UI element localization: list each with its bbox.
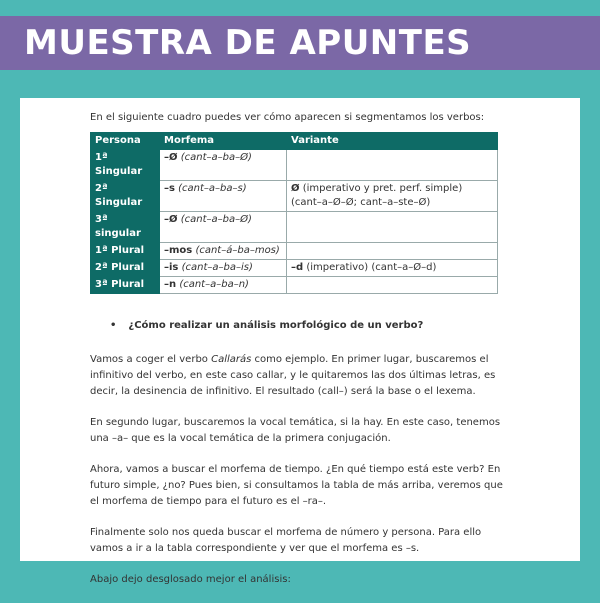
table-row [91, 181, 498, 212]
persona-cell: 3ª Plural [91, 277, 160, 294]
variante-cell [287, 212, 498, 243]
variante-cell: Ø (imperativo y pret. perf. simple) (cant–a–Ø–Ø; cant–a–ste–Ø) [287, 181, 498, 212]
morfema-cell: –mos (cant–á–ba–mos) [160, 243, 287, 260]
morfema-cell: –Ø (cant–a–ba–Ø) [160, 212, 287, 243]
paragraph-2: En segundo lugar, buscaremos la vocal temática, si la hay. En este caso, tenemos una –a– que es la vocal temática de la primera conjugación. [90, 417, 501, 444]
header-morfema: Morfema [160, 133, 287, 150]
variante-cell [287, 243, 498, 260]
table-row [91, 243, 498, 260]
header-variante: Variante [287, 133, 498, 150]
document-page [20, 98, 580, 585]
persona-cell: 1ª Plural [91, 243, 160, 260]
morfema-cell: –Ø (cant–a–ba–Ø) [160, 150, 287, 181]
example-verb: Callarás [211, 354, 252, 365]
persona-cell: 3ª singular [91, 212, 160, 243]
morfema-cell: –s (cant–a–ba–s) [160, 181, 287, 212]
paragraph-3: Ahora, vamos a buscar el morfema de tiempo. ¿En qué tiempo está este verb? En futuro simple, ¿no? Pues bien, si consultamos la tabla de más arriba, veremos que el morfema de tiempo para el futuro es el –ra–. [90, 464, 503, 507]
paragraph-4: Finalmente solo nos queda buscar el morfema de número y persona. Para ello vamos a ir a la tabla correspondiente y ver que el morfema es –s. [90, 527, 482, 554]
header-persona: Persona [91, 133, 160, 150]
persona-cell: 2ª Singular [91, 181, 160, 212]
morpheme-table [90, 132, 498, 294]
morfema-cell: –is (cant–a–ba–is) [160, 260, 287, 277]
variante-cell [287, 150, 498, 181]
variante-cell: –d (imperativo) (cant–a–Ø–d) [287, 260, 498, 277]
bullet-text: ¿Cómo realizar un análisis morfológico de un verbo? [128, 320, 424, 331]
paragraph-1: Vamos a coger el verbo Callarás como ejemplo. En primer lugar, buscaremos el infinitivo del verbo, en este caso callar, y le quitaremos las dos últimas letras, es decir, la desinencia de infinitivo. El resultado (call–) será la base o el lexema. [90, 354, 496, 397]
table-header-row [91, 133, 498, 150]
bullet-dot-icon: • [110, 320, 117, 331]
banner-title: MUESTRA DE APUNTES [24, 23, 472, 63]
paragraph-5: Abajo dejo desglosado mejor el análisis: [90, 574, 291, 585]
banner [0, 16, 600, 70]
variante-cell [287, 277, 498, 294]
bullet-item [110, 318, 510, 334]
table-row [91, 212, 498, 243]
table-row [91, 260, 498, 277]
intro-text: En el siguiente cuadro puedes ver cómo aparecen si segmentamos los verbos: [90, 112, 485, 123]
table-row [91, 277, 498, 294]
morfema-cell: –n (cant–a–ba–n) [160, 277, 287, 294]
document-content [90, 110, 510, 603]
persona-cell: 2ª Plural [91, 260, 160, 277]
persona-cell: 1ª Singular [91, 150, 160, 181]
table-row [91, 150, 498, 181]
